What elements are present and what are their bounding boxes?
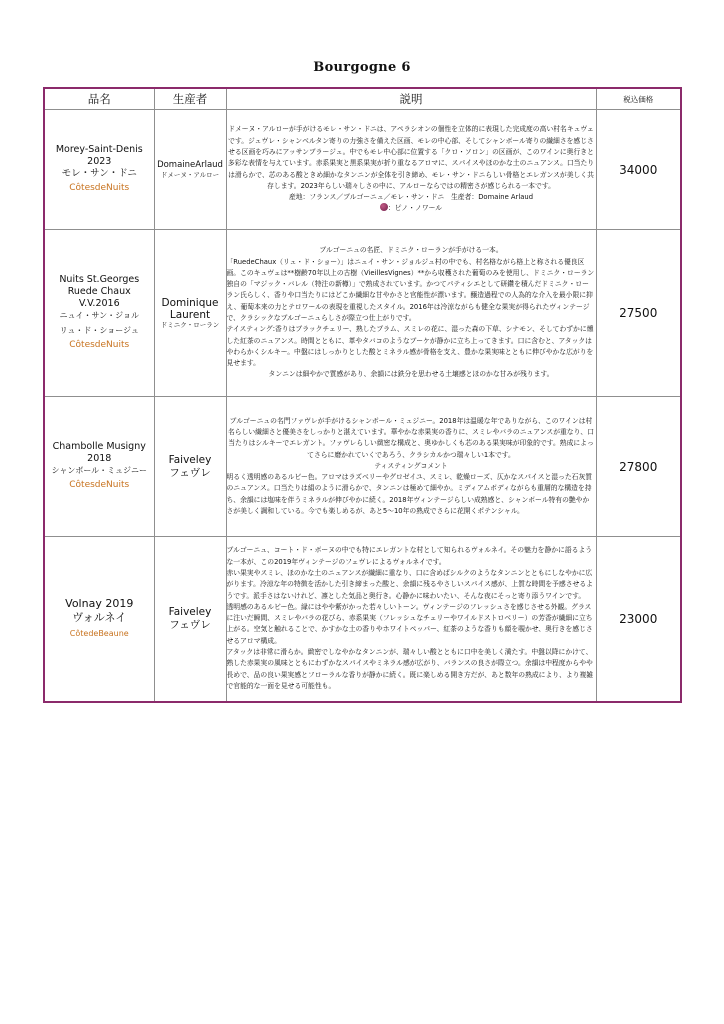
producer-name-jp: ドメーヌ・アルロー [160, 171, 220, 179]
description-text: 「RuedeChaux（リュ・ド・ショー）」はニュイ・サン・ジョルジュ村の中でも、村名格ながら格上と称される優良区画。このキュヴェは**樹齢70年以上の古樹（VieillesVignes）**から収穫された葡萄のみを使用し、ドミニク・ローラン独自の「マジック・バレル（特注の新樽）」で熟成されています。かつてパティシエとして研鑽を積んだドミニク・ローラン氏らしく、香りや口当たりにはどこか繊細な甘やかさと官能性が漂います。醸造過程での人為的な介入を最小限に抑え、葡萄本来の力とテロワールの表現を重視したスタイル。2016年は冷涼ながらも健全な果実が得られたヴィンテージで、クラシックなブルゴーニュらしさが際立つ仕上がりです。 [226, 257, 595, 322]
producer-cell [154, 397, 226, 537]
description-origin: 産地：フランス／ブルゴーニュ／モレ・サン・ドニ 生産者：Domaine Arlaud [288, 193, 534, 202]
header-name: 品名 [44, 88, 154, 110]
description-tasting-heading: ティスティングコメント [374, 461, 448, 470]
table-row [44, 397, 681, 537]
description-cell [226, 110, 596, 230]
wine-name-cell [44, 230, 154, 397]
producer-name: Dominique Laurent [161, 296, 219, 321]
description-palate: アタックは非常に滑らか。緻密でしなやかなタンニンが、瑞々しい酸とともに口中を美しく満たす。中盤以降にかけて、熟した赤果実の風味とともにわずかなスパイスやミネラル感が広がり、バランスの良さが際立つ。余韻は中程度からやや長めで、品の良い果実感とフローラルな香りが静かに続く。既に楽しめる開き方だが、あと数年の熟成により、より複雑で官能的な一面を見せる可能性も。 [226, 647, 594, 690]
grape-variety: ：ピノ・ノワール [387, 204, 443, 213]
grape-icon [380, 203, 388, 211]
table-row [44, 230, 681, 397]
table-header-row [44, 88, 681, 110]
wine-region: CôtesdeNuits [69, 340, 130, 350]
producer-name-jp: フェヴレ [169, 618, 211, 631]
description-intro: ブルゴーニュ、コート・ド・ボーヌの中でも特にエレガントな村として知られるヴォルネイ。その魅力を静かに語るような一本が、この2019年ヴィンテージのフェヴレによるヴォルネイです。 [226, 546, 593, 566]
wine-region: CôtesdeNuits [69, 183, 130, 193]
producer-name-jp: フェヴレ [169, 466, 211, 479]
description-cell [226, 230, 596, 397]
producer-cell [154, 110, 226, 230]
description-intro: ブルゴーニュの名匠、ドミニク・ローランが手がける一本。 [319, 246, 503, 255]
header-price: 税込価格 [596, 88, 681, 110]
description-text: ブルゴーニュの名門ファヴレが手がけるシャンボール・ミュジニー。2018年は温暖な年でありながら、このワインは村名らしい繊細さと優美さをしっかりと湛えています。華やかな赤果実の香りに、スミレやバラのニュアンスが重なり、口当たりはシルキーでエレガント。ファヴレらしい緻密な構成と、奥ゆかしくも芯のある果実味が印象的です。熟成によってさらに磨かれていくであろう、クラシカルかつ瑞々しい1本です。 [227, 416, 594, 459]
price-cell: 34000 [596, 110, 681, 230]
price-cell: 23000 [596, 537, 681, 702]
description-finish: タンニンは細やかで質感があり、余韻には鉄分を思わせる土壌感とほのかな甘みが残ります。 [268, 370, 554, 379]
wine-region: CôtesdeNuits [69, 480, 130, 490]
wine-name-jp: ヴォルネイ [72, 611, 127, 625]
producer-name: Faiveley [168, 453, 212, 466]
wine-name: Volnay 2019 [65, 597, 134, 611]
table-row [44, 537, 681, 702]
producer-cell [154, 537, 226, 702]
description-cell [226, 537, 596, 702]
page-title: Bourgogne 6 [313, 60, 411, 75]
description-cell [226, 397, 596, 537]
table-row [44, 110, 681, 230]
description-text: 赤い果実やスミレ、ほのかな土のニュアンスが繊細に重なり、口に含めばシルクのようなタンニンとともにしなやかに広がります。冷涼な年の特徴を活かした引き締まった酸と、余韻に残るやさしいスパイス感が、上質な時間を予感させるようです。派手さはないけれど、凛とした気品と奥行き。心静かに味わいたい、そんな夜にそっと寄り添うワインです。 [226, 568, 593, 600]
wine-name-jp: シャンボール・ミュジニー [51, 466, 148, 475]
wine-name: Nuits St.Georges Ruede Chaux V.V.2016 [59, 274, 140, 309]
price-cell: 27800 [596, 397, 681, 537]
description-grape [227, 203, 596, 214]
wine-name: Chambolle Musigny 2018 [52, 441, 146, 464]
wine-name-cell [44, 397, 154, 537]
producer-name: Faiveley [168, 605, 212, 618]
description-tasting: テイスティング:香りはブラックチェリー、熟したプラム、スミレの花に、湿った森の下草、シナモン、そしてわずかに燻した紅茶のニュアンス。時間とともに、革やタバコのようなブーケが静かに立ち上ってきます。口に含むと、アタックはやわらかくシルキー。中盤にはしっかりとした酸とミネラル感が骨格を支え、豊かな果実味とともに伸びやかな広がりを見せます。 [226, 325, 594, 368]
description-text: ドメーヌ・アルローが手がけるモレ・サン・ドニは、アペラシオンの個性を立体的に表現した完成度の高い村名キュヴェです。ジュヴレ・シャンベルタン寄りの力強さを備えた区画、モレの中心部、そしてシャンボール寄りの繊細さを感じさせる区画を巧みにアッサンブラージュ。中でもモレ中心部に位置する「クロ・ソロン」の区画が、このワインに奥行きと多彩な表情を与えています。赤系果実と黒系果実が折り重なるアロマに、スパイスやほのかな土のニュアンス。口当たりは滑らかで、芯のある酸ときめ細かなタンニンが全体を引き締め、モレ・サン・ドニらしい骨格とエレガンスが美しく共存します。2023年らしい瑞々しさの中に、アルローならではの精密さが感じられる一本です。 [227, 125, 595, 190]
wine-table [43, 87, 682, 703]
wine-region: CôtedeBeaune [69, 629, 129, 639]
description-tasting: 明るく透明感のあるルビー色。アロマはラズベリーやグロゼイユ、スミレ、乾燥ローズ、仄かなスパイスと湿った石灰質のニュアンス。口当たりは絹のように滑らかで、タンニンは極めて細やか。ミディアムボディながらも重層的な構造を持ち、余韻には塩味を伴うミネラルが伸びやかに続く。2018年ヴィンテージらしい成熟感と、シャンボール特有の艶やかさが美しく調和している。今でも楽しめるが、あと5〜10年の熟成でさらに花開くポテンシャル。 [226, 473, 593, 516]
wine-name: Morey-Saint-Denis 2023 [55, 144, 143, 167]
wine-name-cell [44, 110, 154, 230]
wine-name-cell [44, 537, 154, 702]
wine-name-jp: モレ・サン・ドニ [61, 168, 137, 179]
producer-cell [154, 230, 226, 397]
producer-name: DomaineArlaud [157, 160, 223, 170]
header-description: 説明 [226, 88, 596, 110]
wine-name-jp: ニュイ・サン・ジョル [59, 311, 139, 320]
price-cell: 27500 [596, 230, 681, 397]
wine-name-jp-2: リュ・ド・ショージュ [59, 326, 139, 335]
description-appearance: 透明感のあるルビー色。縁にはやや紫がかった若々しいトーン。ヴィンテージのフレッシュさを感じさせる外観。グラスに注いだ瞬間、スミレやバラの花びら、赤系果実（フレッシュなチェリーやワイルドストロベリー）の芳香が繊細に立ち上がる。空気と触れることで、かすかな土の香りやホワイトペッパー、紅茶のような香りも顔を覗かせ、奥行きを感じさせるアロマ構成。 [226, 602, 593, 645]
producer-name-jp: ドミニク・ローラン [160, 320, 220, 329]
header-producer: 生産者 [154, 88, 226, 110]
